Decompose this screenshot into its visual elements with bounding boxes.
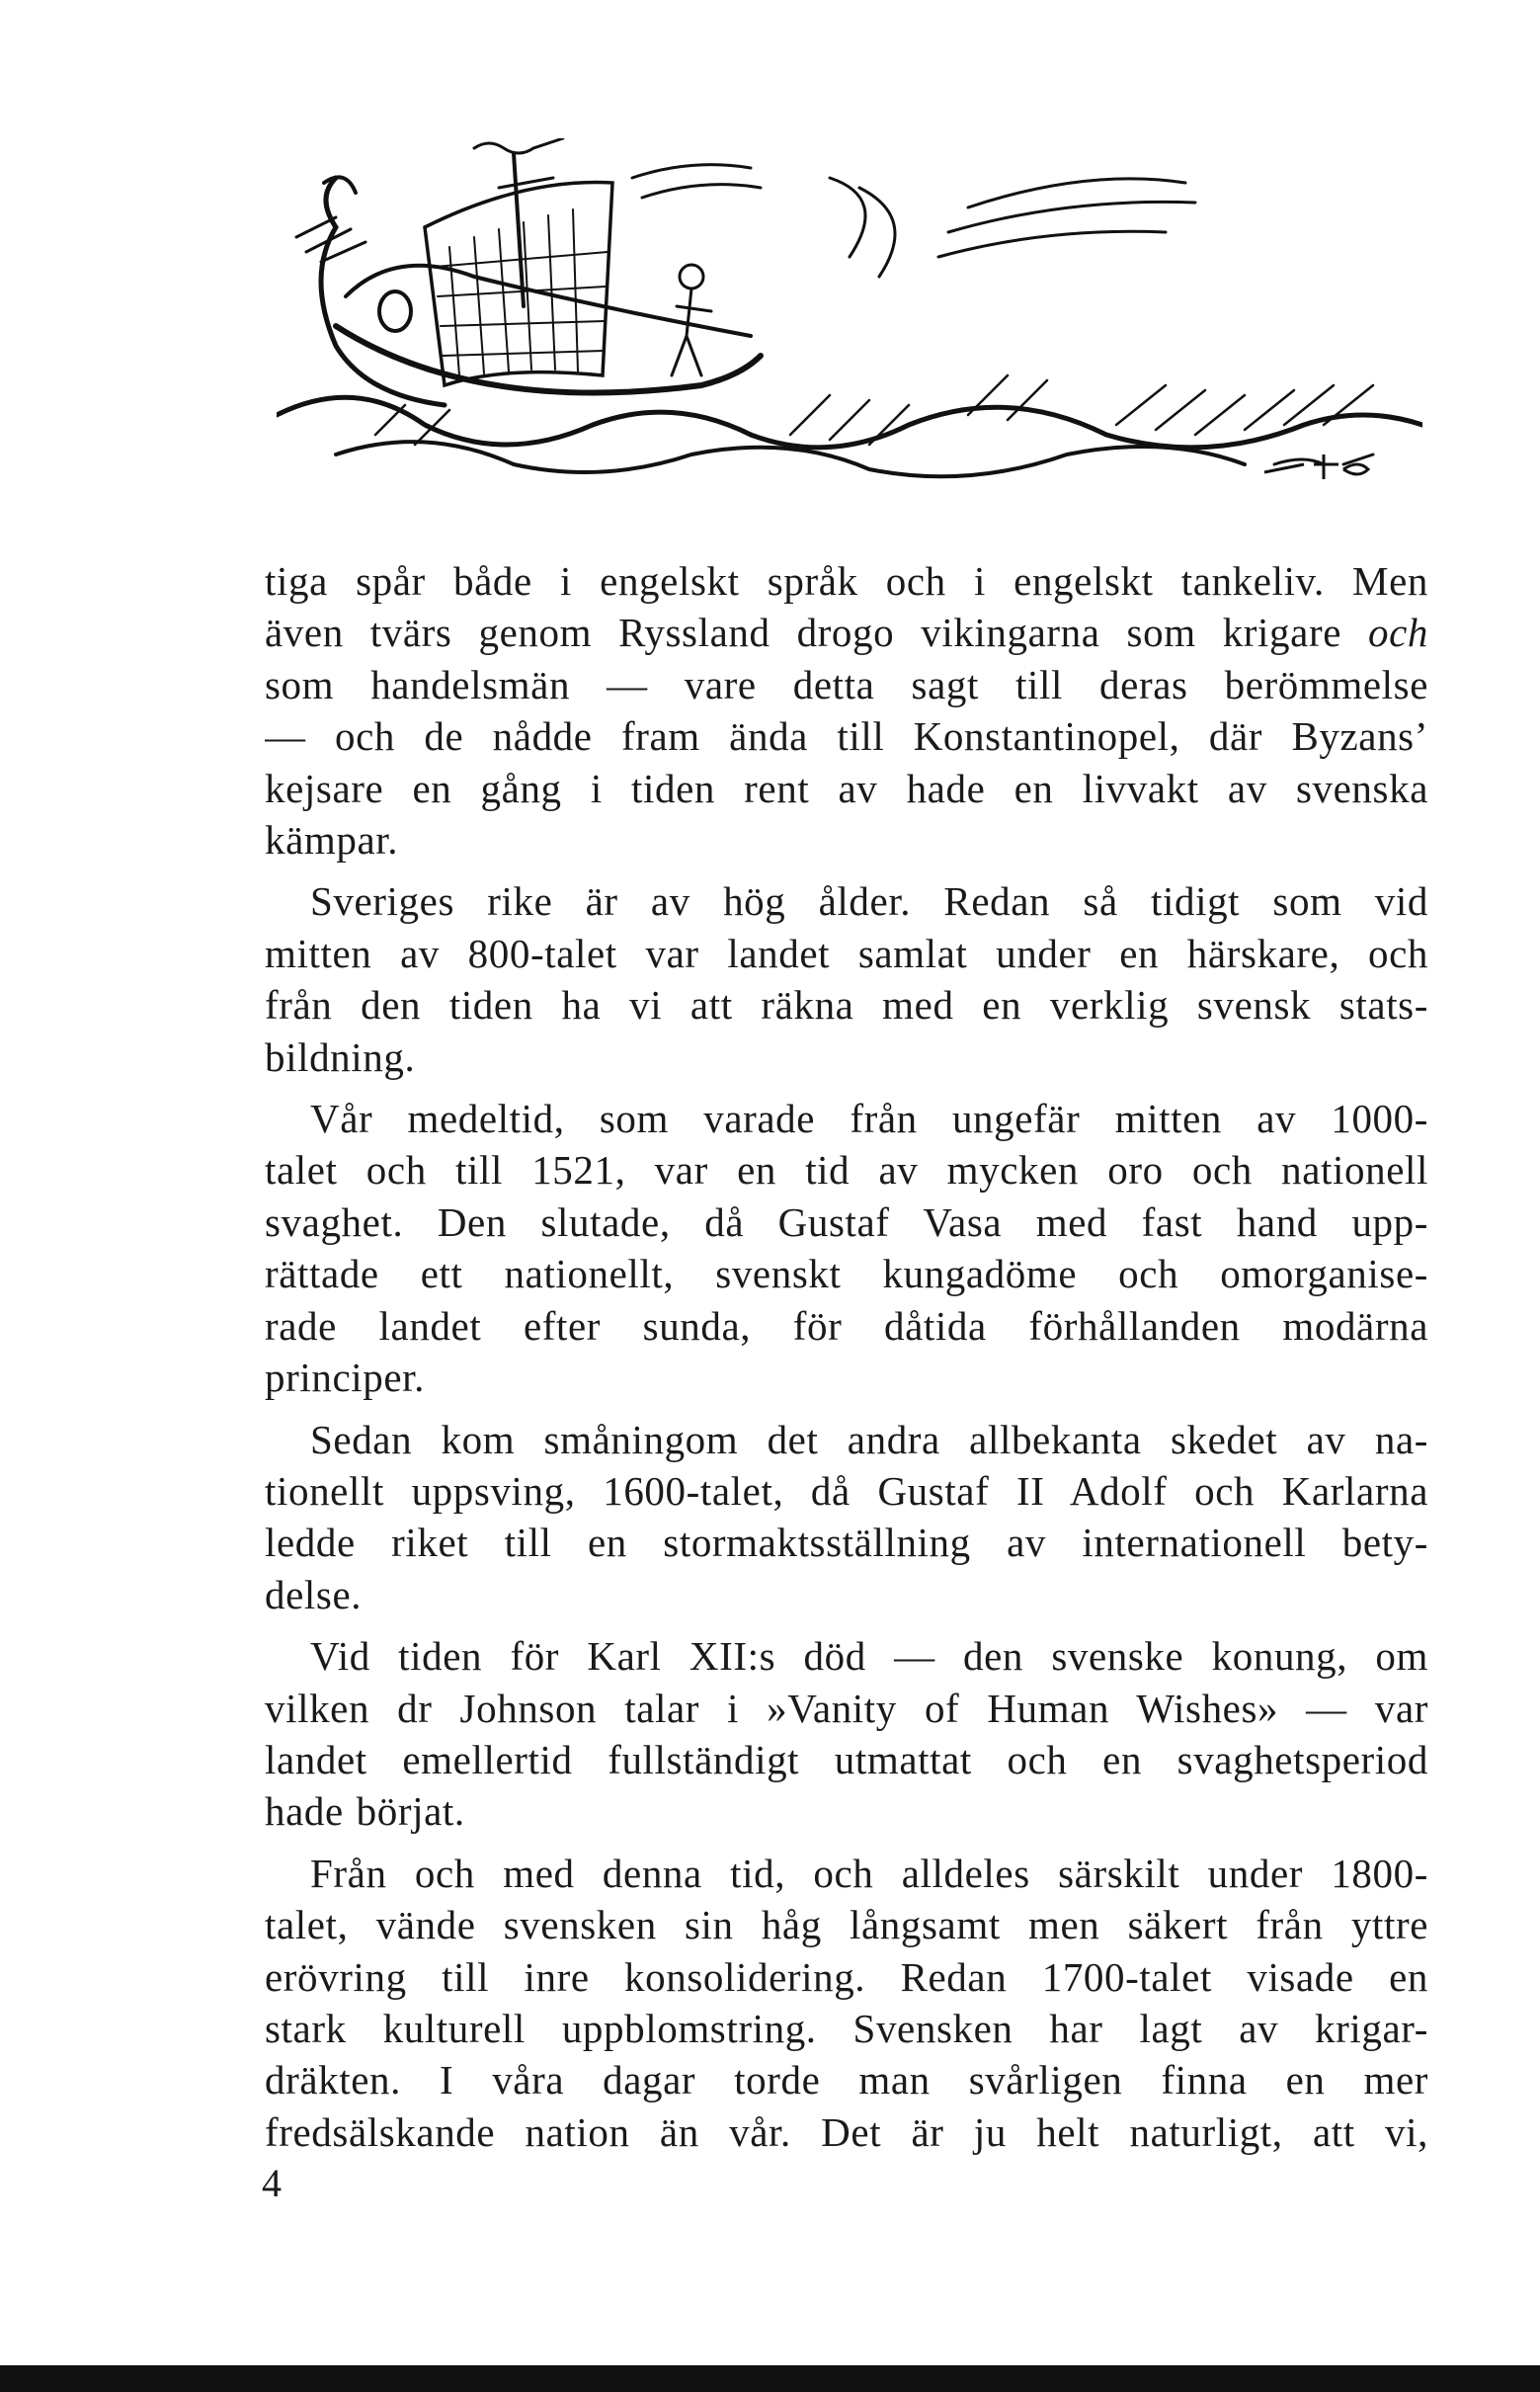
artist-signature bbox=[1264, 454, 1368, 479]
text-line: svaghet. Den slutade, då Gustaf Vasa med fast hand upp- bbox=[265, 1198, 1428, 1245]
italic-word: och bbox=[1368, 610, 1428, 656]
text-line: vilken dr Johnson talar i »Vanity of Human Wishes» — var bbox=[265, 1685, 1428, 1731]
text-line: ledde riket till en stormaktsställning av internationell bety- bbox=[265, 1520, 1428, 1566]
text-line: dräkten. I våra dagar torde man svårligen finna en mer bbox=[265, 2057, 1428, 2103]
paragraph bbox=[265, 875, 1428, 1083]
paragraph bbox=[265, 1848, 1428, 2158]
text-line: rade landet efter sunda, för dåtida förhållanden modärna bbox=[265, 1302, 1428, 1349]
text-line: även tvärs genom Ryssland drogo vikingarna som krigare och bbox=[265, 610, 1428, 656]
text-line: hade börjat. bbox=[265, 1788, 465, 1835]
page-number: 4 bbox=[262, 2161, 283, 2205]
text-line: erövring till inre konsolidering. Redan 1700-talet visade en bbox=[265, 1953, 1428, 2000]
text-line: kämpar. bbox=[265, 817, 399, 864]
viking-ship-on-waves-drawing-icon bbox=[277, 138, 1422, 504]
text-line: Vid tiden för Karl XII:s död — den svenske konung, om bbox=[310, 1633, 1428, 1680]
paragraph bbox=[265, 1630, 1428, 1838]
text-line: från den tiden ha vi att räkna med en verklig svensk stats- bbox=[265, 982, 1428, 1029]
text-line: Sveriges rike är av hög ålder. Redan så tidigt som vid bbox=[310, 878, 1428, 925]
paragraph bbox=[265, 1093, 1428, 1403]
text-line: landet emellertid fullständigt utmattat och en svaghetsperiod bbox=[265, 1736, 1428, 1782]
text-line: kejsare en gång i tiden rent av hade en livvakt av svenska bbox=[265, 765, 1428, 811]
text-line: bildning. bbox=[265, 1033, 416, 1080]
text-line: talet och till 1521, var en tid av mycken oro och nationell bbox=[265, 1147, 1428, 1194]
text-line: fredsälskande nation än vår. Det är ju helt naturligt, att vi, bbox=[265, 2108, 1428, 2155]
viking-ship-illustration bbox=[277, 138, 1422, 504]
text-line: Vår medeltid, som varade från ungefär mitten av 1000- bbox=[310, 1096, 1428, 1142]
scan-edge-bar bbox=[0, 2365, 1540, 2392]
paragraph bbox=[265, 555, 1428, 866]
text-line: rättade ett nationellt, svenskt kungadöme och omorganise- bbox=[265, 1251, 1428, 1297]
text-line: Sedan kom småningom det andra allbekanta skedet av na- bbox=[310, 1416, 1428, 1462]
text-line: delse. bbox=[265, 1571, 363, 1617]
paragraph bbox=[265, 1414, 1428, 1621]
text-line: principer. bbox=[265, 1355, 425, 1401]
text-line: tionellt uppsving, 1600-talet, då Gustaf II Adolf och Karlarna bbox=[265, 1467, 1428, 1514]
text-line: — och de nådde fram ända till Konstantinopel, där Byzans’ bbox=[265, 713, 1428, 760]
text-line: Från och med denna tid, och alldeles särskilt under 1800- bbox=[310, 1850, 1428, 1896]
text-line: stark kulturell uppblomstring. Svensken har lagt av krigar- bbox=[265, 2005, 1428, 2051]
text-line: tiga spår både i engelskt språk och i engelskt tankeliv. Men bbox=[265, 558, 1428, 604]
text-line: som handelsmän — vare detta sagt till deras berömmelse bbox=[265, 661, 1428, 707]
body-text bbox=[265, 555, 1428, 2168]
text-line: talet, vände svensken sin håg långsamt men säkert från yttre bbox=[265, 1902, 1428, 1948]
text-line: mitten av 800-talet var landet samlat under en härskare, och bbox=[265, 930, 1428, 976]
